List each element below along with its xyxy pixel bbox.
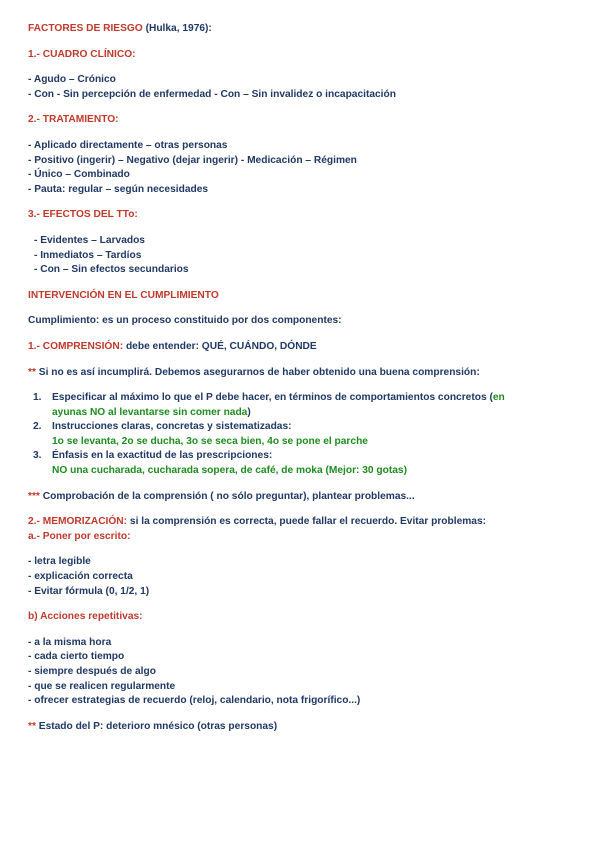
list-green-text: en	[492, 392, 505, 404]
comprension-note	[28, 366, 588, 381]
section-number: 1.-	[28, 48, 40, 60]
ordered-list-item-continuation	[28, 464, 588, 479]
list-item: - Con – Sin efectos secundarios	[34, 264, 189, 276]
note-mark: **	[28, 366, 36, 378]
section-heading-text: CUADRO CLÍNICO:	[42, 48, 136, 60]
memorizacion-text: si la comprensión es correcta, puede fallar el recuerdo. Evitar problemas:	[129, 516, 487, 528]
list-number: 2.	[33, 421, 42, 433]
list-tail: )	[247, 406, 251, 418]
list-item: - Único – Combinado	[28, 169, 130, 181]
list-green-text: NO una cucharada, cucharada sopera, de café, de moka (Mejor: 30 gotas)	[52, 465, 407, 477]
list-item: - Inmediatos – Tardíos	[34, 249, 142, 261]
ordered-list-item	[28, 420, 588, 435]
list-item: - a la misma hora	[28, 636, 112, 648]
list-text: Especificar al máximo lo que el P debe hacer, en términos de comportamientos concretos (	[52, 392, 493, 404]
memorizacion-heading	[28, 515, 588, 530]
list-item: - cada cierto tiempo	[28, 651, 125, 663]
comprension-list	[28, 391, 588, 479]
list-number: 1.	[33, 392, 42, 404]
title-ref: (Hulka, 1976):	[145, 23, 212, 34]
list-item: - Evidentes – Larvados	[34, 234, 145, 246]
list-item: - Evitar fórmula (0, 1/2, 1)	[28, 585, 150, 597]
section-heading-text: EFECTOS DEL TTo:	[42, 209, 138, 221]
section-number: 2.-	[28, 114, 40, 126]
list-text: Énfasis en la exactitud de las prescripciones:	[52, 450, 273, 462]
memorizacion-a-heading: a.- Poner por escrito:	[28, 530, 131, 542]
comprension-text: debe entender: QUÉ, CUÁNDO, DÓNDE	[125, 340, 317, 352]
section-heading-tratamiento	[28, 113, 588, 128]
comprension-heading	[28, 340, 588, 355]
memorizacion-b-heading: b) Acciones repetitivas:	[28, 611, 143, 623]
ordered-list-item	[28, 391, 588, 406]
section-number: 1.-	[28, 340, 40, 352]
section-heading-text: COMPRENSIÓN:	[42, 340, 124, 352]
list-item: - Con - Sin percepción de enfermedad - Con – Sin invalidez o incapacitación	[28, 88, 396, 100]
ordered-list-item-continuation	[28, 406, 588, 421]
list-item: - ofrecer estrategias de recuerdo (reloj, calendario, nota frigorífico...)	[28, 695, 361, 707]
note-mark: **	[28, 720, 36, 732]
section-heading-text: MEMORIZACIÓN:	[42, 516, 128, 528]
note-text: Si no es así incumplirá. Debemos asegurarnos de haber obtenido una buena comprensión:	[38, 366, 480, 378]
list-green-text: 1o se levanta, 2o se ducha, 3o se seca bien, 4o se pone el parche	[52, 435, 368, 447]
document-page	[28, 22, 588, 734]
intervencion-intro: Cumplimiento: es un proceso constituido por dos componentes:	[28, 315, 342, 327]
section-heading-intervencion: INTERVENCIÓN EN EL CUMPLIMIENTO	[28, 289, 219, 301]
list-item: - que se realicen regularmente	[28, 680, 176, 692]
comprension-note2	[28, 490, 588, 505]
section-number: 2.-	[28, 516, 40, 528]
list-item: - Positivo (ingerir) – Negativo (dejar ingerir) - Medicación – Régimen	[28, 154, 357, 166]
note-text: Comprobación de la comprensión ( no sólo preguntar), plantear problemas...	[42, 490, 415, 502]
list-item: - siempre después de algo	[28, 666, 156, 677]
note-mark: ***	[28, 490, 40, 502]
list-item: - letra legible	[28, 556, 91, 568]
note-text: Estado del P: deterioro mnésico (otras personas)	[38, 720, 278, 732]
document-title	[28, 22, 588, 37]
ordered-list-item	[28, 449, 588, 464]
list-text: Instrucciones claras, concretas y sistematizadas:	[52, 421, 292, 433]
section-heading-text: TRATAMIENTO:	[42, 114, 119, 126]
ordered-list-item-continuation	[28, 435, 588, 450]
final-note	[28, 720, 588, 735]
list-number: 3.	[33, 450, 42, 462]
title-main: FACTORES DE RIESGO	[28, 23, 143, 34]
list-item: - explicación correcta	[28, 571, 133, 583]
section-heading-cuadro-clinico	[28, 48, 588, 63]
list-item: - Pauta: regular – según necesidades	[28, 183, 209, 195]
section-number: 3.-	[28, 209, 40, 221]
section-heading-efectos	[28, 208, 588, 223]
list-item: - Agudo – Crónico	[28, 74, 116, 86]
list-item: - Aplicado directamente – otras personas	[28, 139, 228, 151]
list-green-text: ayunas NO al levantarse sin comer nada	[52, 406, 248, 418]
